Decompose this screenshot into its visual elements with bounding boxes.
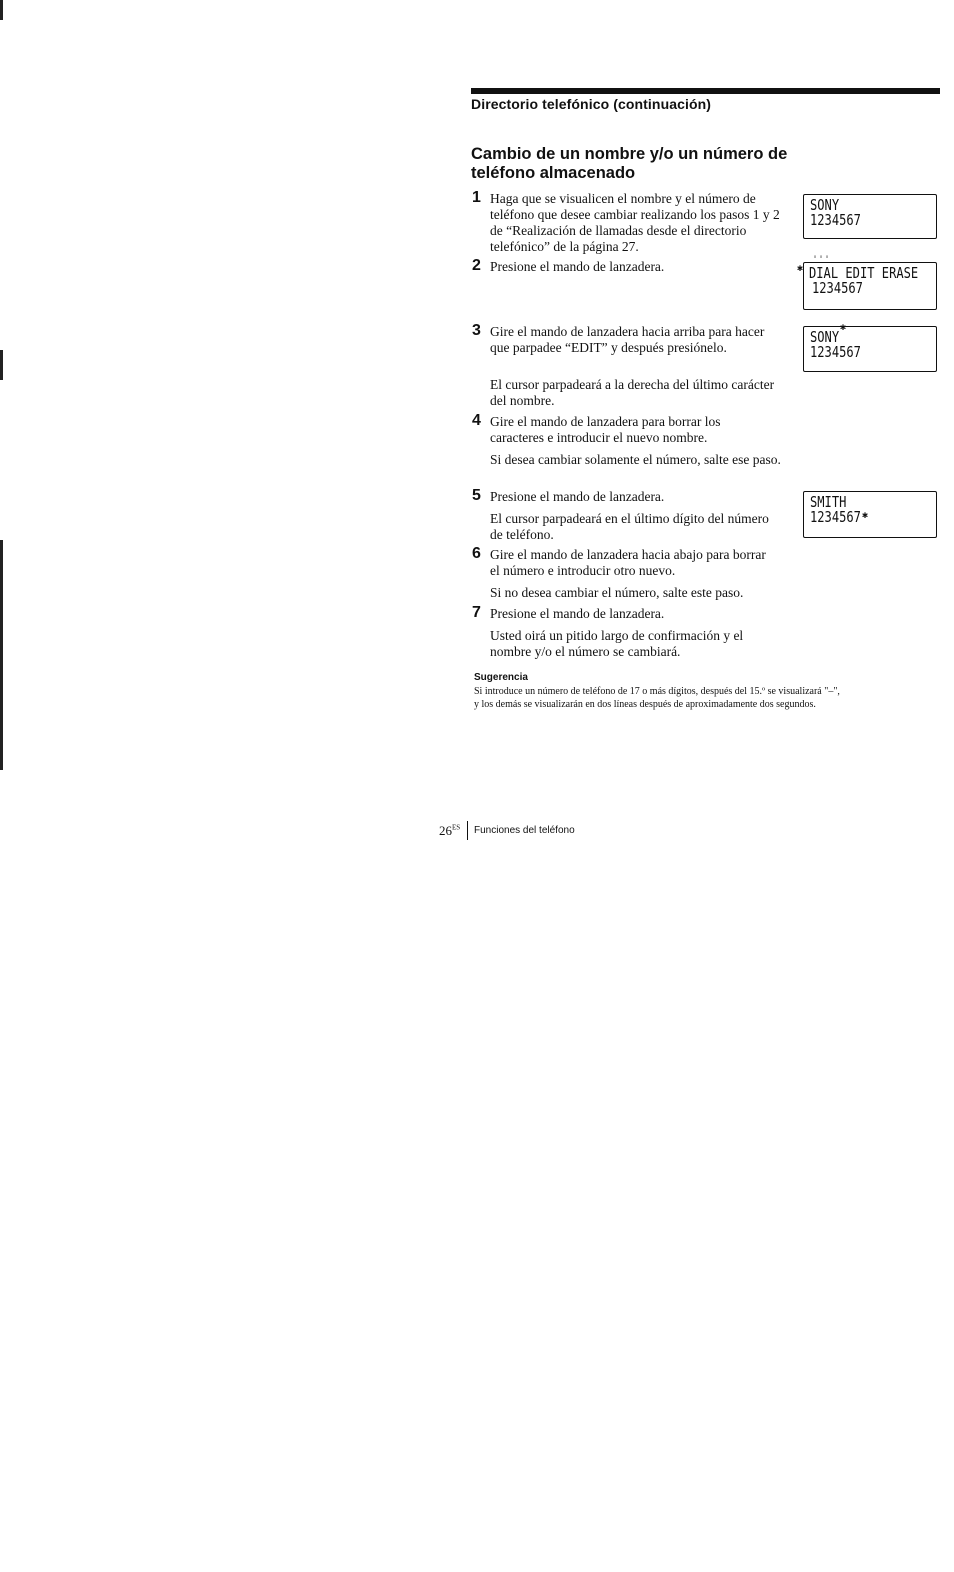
step-5-text: Presione el mando de lanzadera.	[490, 489, 665, 504]
cursor-blink-icon: ✱	[862, 510, 869, 521]
step-number-2: 2	[472, 257, 481, 274]
page-number-value: 26	[439, 823, 452, 838]
lcd-display-2-menu: DIAL EDIT ERASE	[809, 264, 919, 282]
page-language: ES	[452, 823, 461, 832]
tip-text: Si introduce un número de teléfono de 17 o más dígitos, después del 15.º se visualizará "–", y los demás se visualizarán en dos líneas después de aproximadamente dos segundos.	[474, 686, 840, 710]
lcd-display-4	[803, 491, 937, 538]
step-6-text: Gire el mando de lanzadera hacia abajo para borrar el número e introducir otro nuevo.	[490, 547, 766, 578]
step-number-6: 6	[472, 545, 481, 562]
step-7-text: Presione el mando de lanzadera.	[490, 606, 665, 621]
step-5-note: El cursor parpadeará en el último dígito del número de teléfono.	[490, 511, 769, 542]
lcd-display-4-number: 1234567	[810, 508, 861, 526]
footer-section: Funciones del teléfono	[474, 825, 575, 836]
step-7-note: Usted oirá un pitido largo de confirmación y el nombre y/o el número se cambiará.	[490, 628, 744, 659]
lcd-display-1-name: SONY	[810, 196, 840, 214]
blink-indicator-icon: ˈˈˈ	[812, 255, 831, 266]
cursor-blink-icon: ✱	[840, 322, 847, 333]
section-header: Directorio telefónico (continuación)	[471, 96, 712, 112]
step-number-7: 7	[472, 604, 481, 621]
step-4-note: Si desea cambiar solamente el número, salte ese paso.	[490, 452, 781, 467]
lcd-display-3	[803, 326, 937, 372]
step-number-3: 3	[472, 322, 481, 339]
blink-indicator-icon: ✱	[797, 263, 804, 274]
lcd-display-3-name: SONY	[810, 328, 840, 346]
lcd-display-2	[803, 262, 937, 310]
step-2-text: Presione el mando de lanzadera.	[490, 259, 665, 274]
header-rule	[471, 88, 940, 94]
lcd-display-4-name: SMITH	[810, 493, 847, 511]
step-3-text: Gire el mando de lanzadera hacia arriba para hacer que parpadee “EDIT” y después presiónelo.	[490, 324, 765, 355]
page-number	[439, 823, 460, 839]
lcd-display-1-number: 1234567	[810, 211, 861, 229]
step-4-text: Gire el mando de lanzadera para borrar los caracteres e introducir el nuevo nombre.	[490, 414, 721, 445]
step-number-5: 5	[472, 487, 481, 504]
page-title: Cambio de un nombre y/o un número de teléfono almacenado	[471, 145, 788, 182]
lcd-display-1	[803, 194, 937, 239]
footer-separator	[467, 821, 468, 840]
lcd-display-3-number: 1234567	[810, 343, 861, 361]
step-number-1: 1	[472, 189, 481, 206]
scan-edge	[0, 0, 3, 1572]
lcd-display-2-number: 1234567	[812, 279, 863, 297]
tip-title: Sugerencia	[474, 672, 528, 683]
step-6-note: Si no desea cambiar el número, salte este paso.	[490, 585, 744, 600]
step-3-note: El cursor parpadeará a la derecha del último carácter del nombre.	[490, 377, 775, 408]
step-number-4: 4	[472, 412, 481, 429]
step-1-text: Haga que se visualicen el nombre y el número de teléfono que desee cambiar realizando los pasos 1 y 2 de “Realización de llamadas desde el directorio telefónico” de la página 27.	[490, 191, 780, 254]
